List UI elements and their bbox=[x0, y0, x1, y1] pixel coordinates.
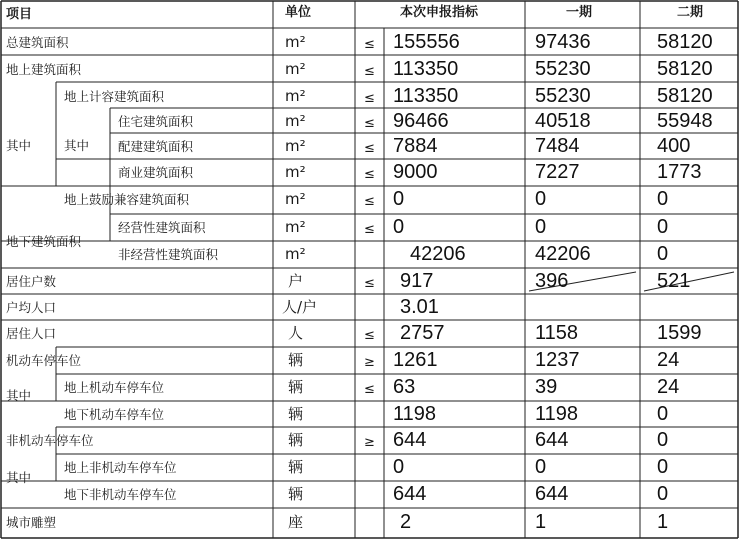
phase1-value: 7227 bbox=[535, 161, 580, 183]
header-phase1: 一期 bbox=[566, 5, 593, 20]
operator: ≤ bbox=[364, 91, 375, 106]
phase2-value: 24 bbox=[657, 349, 680, 371]
operator: ≤ bbox=[364, 64, 375, 79]
operator: ≤ bbox=[364, 141, 375, 156]
row-label: 居住户数 bbox=[6, 274, 57, 289]
phase2-value: 1599 bbox=[657, 322, 702, 344]
operator: ≤ bbox=[364, 328, 375, 343]
operator: ≤ bbox=[364, 222, 375, 237]
phase2-value: 0 bbox=[657, 483, 669, 505]
unit-cell: m² bbox=[285, 87, 306, 105]
phase1-value: 396 bbox=[535, 270, 569, 292]
row-label: 城市雕塑 bbox=[6, 515, 57, 530]
operator: ≤ bbox=[364, 116, 375, 131]
indicator-value: 644 bbox=[393, 483, 427, 505]
operator: ≤ bbox=[364, 382, 375, 397]
group-label-qizhong: 其中 bbox=[6, 138, 32, 153]
unit-cell: m² bbox=[285, 112, 306, 130]
unit-cell: 辆 bbox=[288, 431, 304, 449]
phase2-value: 58120 bbox=[657, 85, 713, 107]
unit-cell: 辆 bbox=[288, 405, 304, 423]
header-phase2: 二期 bbox=[677, 5, 704, 20]
phase2-value: 0 bbox=[657, 188, 669, 210]
indicator-value: 2757 bbox=[400, 322, 445, 344]
phase1-value: 0 bbox=[535, 216, 547, 238]
unit-cell: 户 bbox=[288, 272, 304, 290]
phase1-value: 1237 bbox=[535, 349, 580, 371]
unit-cell: m² bbox=[285, 218, 306, 236]
phase1-value: 55230 bbox=[535, 58, 591, 80]
row-label: 地上非机动车停车位 bbox=[64, 460, 177, 475]
indicator-value: 155556 bbox=[393, 31, 460, 53]
unit-cell: 辆 bbox=[288, 351, 304, 369]
indicator-value: 113350 bbox=[393, 58, 459, 80]
group-label-underground: 地下建筑面积 bbox=[6, 234, 82, 249]
phase2-value: 0 bbox=[657, 243, 669, 265]
row-label: 非机动车停车位 bbox=[6, 433, 94, 448]
phase1-value: 644 bbox=[535, 483, 569, 505]
unit-cell: m² bbox=[285, 190, 306, 208]
phase2-value: 24 bbox=[657, 376, 680, 398]
phase1-value: 40518 bbox=[535, 110, 591, 132]
unit-cell: m² bbox=[285, 163, 306, 181]
indicator-value: 644 bbox=[393, 429, 427, 451]
row-label: 地上计容建筑面积 bbox=[64, 89, 165, 104]
phase2-value: 0 bbox=[657, 403, 669, 425]
unit-cell: 辆 bbox=[288, 485, 304, 503]
row-label: 地上机动车停车位 bbox=[64, 380, 165, 395]
row-label: 配建建筑面积 bbox=[118, 139, 194, 154]
header-indicator: 本次申报指标 bbox=[400, 5, 479, 20]
row-label: 地下非机动车停车位 bbox=[64, 487, 177, 502]
indicator-value: 7884 bbox=[393, 135, 438, 157]
phase2-value: 1773 bbox=[657, 161, 702, 183]
group-label-qizhong-parking: 其中 bbox=[6, 388, 32, 403]
row-label: 地上建筑面积 bbox=[6, 62, 82, 77]
phase1-value: 0 bbox=[535, 456, 547, 478]
unit-cell: m² bbox=[285, 245, 306, 263]
phase2-value: 1 bbox=[657, 511, 669, 533]
row-label: 地上鼓励兼容建筑面积 bbox=[64, 192, 190, 207]
operator: ≤ bbox=[364, 276, 375, 291]
phase1-value: 1 bbox=[535, 511, 547, 533]
operator: ≤ bbox=[364, 194, 375, 209]
unit-cell: m² bbox=[285, 60, 306, 78]
row-label: 地下机动车停车位 bbox=[64, 407, 165, 422]
group-label-qizhong-bike: 其中 bbox=[6, 470, 32, 485]
phase2-value: 58120 bbox=[657, 58, 713, 80]
indicator-value: 1198 bbox=[393, 403, 437, 425]
phase1-value: 39 bbox=[535, 376, 558, 398]
operator: ≥ bbox=[364, 435, 375, 450]
phase1-value: 644 bbox=[535, 429, 569, 451]
row-label: 商业建筑面积 bbox=[118, 165, 194, 180]
phase2-value: 0 bbox=[657, 216, 669, 238]
indicator-value: 0 bbox=[393, 188, 405, 210]
indicator-value: 96466 bbox=[393, 110, 449, 132]
phase2-value: 0 bbox=[657, 429, 669, 451]
indicator-value: 3.01 bbox=[400, 296, 439, 318]
unit-cell: 辆 bbox=[288, 458, 304, 476]
indicator-value: 113350 bbox=[393, 85, 459, 107]
unit-cell: 人 bbox=[288, 324, 304, 342]
row-label: 总建筑面积 bbox=[6, 35, 69, 50]
phase1-value: 1158 bbox=[535, 322, 579, 344]
row-label: 户均人口 bbox=[6, 300, 57, 315]
row-label: 居住人口 bbox=[6, 326, 57, 341]
row-label: 非经营性建筑面积 bbox=[118, 247, 219, 262]
phase2-value: 0 bbox=[657, 456, 669, 478]
indicator-value: 2 bbox=[400, 511, 412, 533]
unit-cell: 人/户 bbox=[282, 298, 318, 316]
indicator-value: 1261 bbox=[393, 349, 438, 371]
unit-cell: 座 bbox=[288, 513, 304, 531]
indicator-value: 917 bbox=[400, 270, 434, 292]
phase2-value: 55948 bbox=[657, 110, 713, 132]
row-label: 机动车停车位 bbox=[6, 353, 82, 368]
unit-cell: 辆 bbox=[288, 378, 304, 396]
unit-cell: m² bbox=[285, 137, 306, 155]
phase1-value: 97436 bbox=[535, 31, 591, 53]
indicator-value: 9000 bbox=[393, 161, 438, 183]
phase1-value: 0 bbox=[535, 188, 547, 210]
row-label: 住宅建筑面积 bbox=[118, 114, 194, 129]
operator: ≤ bbox=[364, 167, 375, 182]
operator: ≥ bbox=[364, 355, 375, 370]
phase1-value: 7484 bbox=[535, 135, 580, 157]
unit-cell: m² bbox=[285, 33, 306, 51]
phase1-value: 42206 bbox=[535, 243, 591, 265]
phase2-value: 400 bbox=[657, 135, 691, 157]
indicator-value: 0 bbox=[393, 216, 405, 238]
operator: ≤ bbox=[364, 37, 375, 52]
header-item: 项目 bbox=[6, 7, 33, 22]
phase1-value: 1198 bbox=[535, 403, 579, 425]
indicator-value: 42206 bbox=[410, 243, 466, 265]
header-unit: 单位 bbox=[285, 5, 312, 20]
row-label: 经营性建筑面积 bbox=[118, 220, 206, 235]
indicator-value: 0 bbox=[393, 456, 405, 478]
group-label-qizhong-sub: 其中 bbox=[64, 138, 90, 153]
phase1-value: 55230 bbox=[535, 85, 591, 107]
indicator-value: 63 bbox=[393, 376, 416, 398]
phase2-value: 521 bbox=[657, 270, 691, 292]
phase2-value: 58120 bbox=[657, 31, 713, 53]
